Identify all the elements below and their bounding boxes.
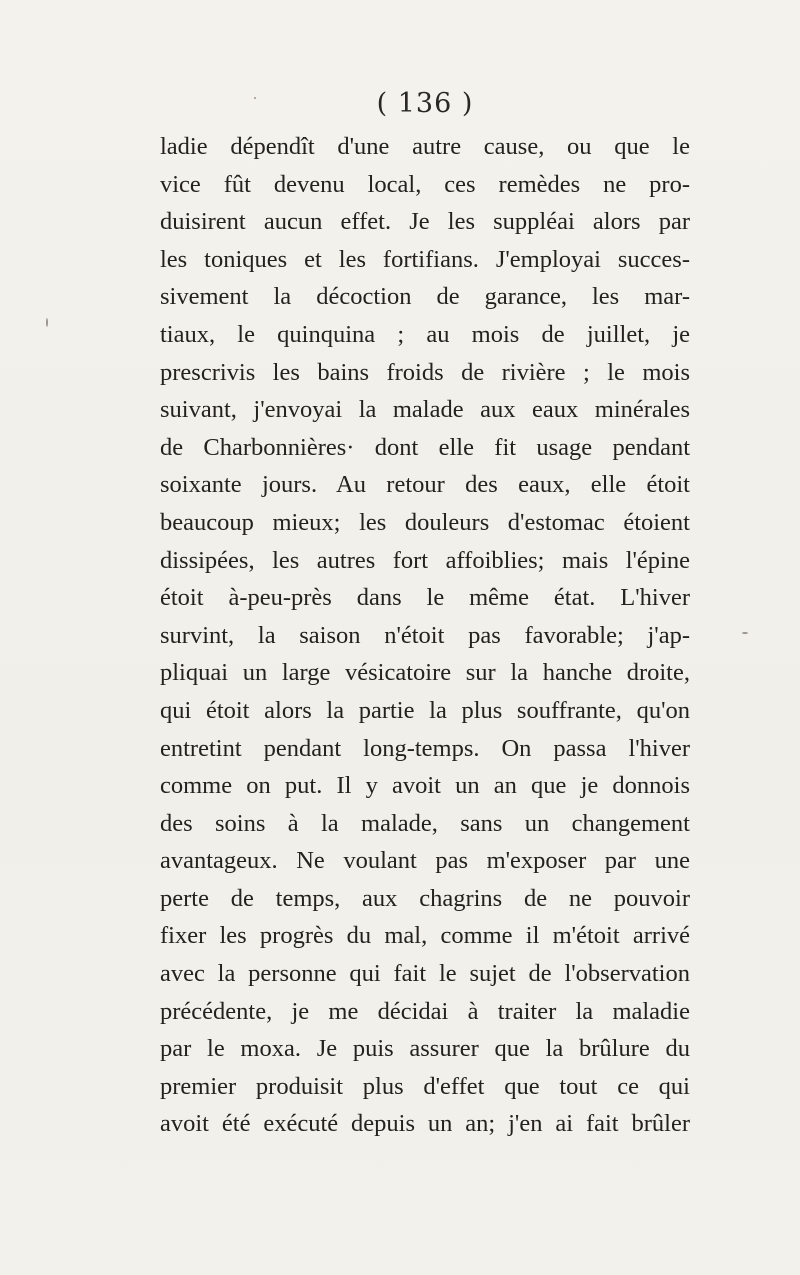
paper-speck: [46, 318, 48, 327]
text-line: ladie dépendît d'une autre cause, ou que le: [160, 133, 690, 160]
text-line: les toniques et les fortifians. J'employai succes-: [160, 245, 690, 273]
text-line: comme on put. Il y avoit un an que je donnois: [160, 772, 690, 800]
text-line: duisirent aucun effet. Je les suppléai alors par: [160, 208, 690, 236]
text-line: survint, la saison n'étoit pas favorable; j'ap-: [160, 621, 690, 649]
text-line: étoit à-peu-près dans le même état. L'hiver: [160, 584, 690, 612]
text-line: suivant, j'envoyai la malade aux eaux minérales: [160, 396, 690, 424]
text-line: avantageux. Ne voulant pas m'exposer par une: [160, 847, 690, 875]
text-line: vice fût devenu local, ces remèdes ne pro-: [160, 170, 690, 198]
text-line: avec la personne qui fait le sujet de l'observation: [160, 960, 690, 988]
text-line: soixante jours. Au retour des eaux, elle étoit: [160, 471, 690, 499]
text-line: par le moxa. Je puis assurer que la brûlure du: [160, 1035, 690, 1063]
text-line: avoit été exécuté depuis un an; j'en ai fait brûler: [160, 1110, 690, 1138]
text-line: pliquai un large vésicatoire sur la hanche droite,: [160, 659, 690, 687]
paper-speck: [742, 632, 748, 634]
text-line: qui étoit alors la partie la plus souffrante, qu'on: [160, 696, 690, 724]
text-line: sivement la décoction de garance, les mar-: [160, 283, 690, 311]
text-line: prescrivis les bains froids de rivière ; le mois: [160, 358, 690, 386]
text-line: des soins à la malade, sans un changement: [160, 809, 690, 837]
text-line: entretint pendant long-temps. On passa l'hiver: [160, 734, 690, 762]
page-number: ( 136 ): [376, 88, 474, 119]
text-line: tiaux, le quinquina ; au mois de juillet, je: [160, 320, 690, 348]
text-line: perte de temps, aux chagrins de ne pouvoir: [160, 884, 690, 912]
text-line: précédente, je me décidai à traiter la maladie: [160, 997, 690, 1025]
body-text: [160, 128, 690, 1143]
text-line: beaucoup mieux; les douleurs d'estomac étoient: [160, 508, 690, 536]
text-line: fixer les progrès du mal, comme il m'étoit arrivé: [160, 922, 690, 950]
text-line: de Charbonnières· dont elle fit usage pendant: [160, 433, 690, 461]
text-line: premier produisit plus d'effet que tout ce qui: [160, 1072, 690, 1100]
text-line: dissipées, les autres fort affoiblies; mais l'épine: [160, 546, 690, 574]
